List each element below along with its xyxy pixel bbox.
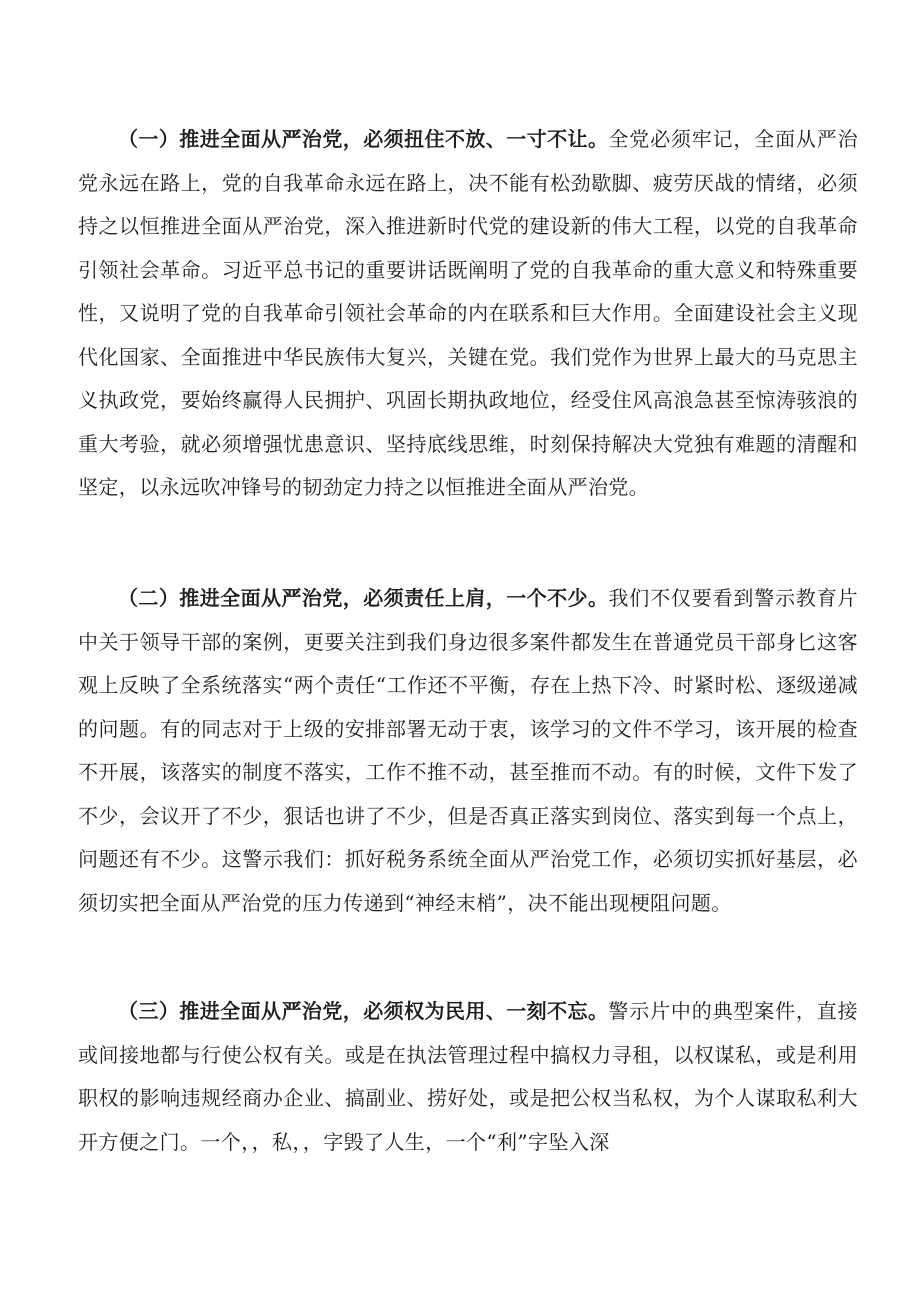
paragraph-one-heading: （一）推进全面从严治党，必须扭住不放、一寸不让。 (118, 127, 609, 151)
paragraph-one-body: 全党必须牢记，全面从严治党永远在路上，党的自我革命永远在路上，决不能有松劲歇脚、疲劳厌战的情绪，必须持之以恒推进全面从严治党，深入推进新时代党的建设新的伟大工程，以党的自我革命引领社会革命。习近平总书记的重要讲话既阐明了党的自我革命的重大意义和特殊重要性，又说明了党的自我革命引领社会革命的内在联系和巨大作用。全面建设社会主义现代化国家、全面推进中华民族伟大复兴，关键在党。我们党作为世界上最大的马克思主义执政党，要始终赢得人民拥护、巩固长期执政地位，经受住风高浪急甚至惊涛骇浪的重大考验，就必须增强忧患意识、坚持底线思维，时刻保持解决大党独有难题的清醒和坚定，以永远吹冲锋号的韧劲定力持之以恒推进全面从严治党。 (78, 127, 858, 499)
paragraph-one (78, 118, 858, 510)
paragraph-two (78, 577, 858, 925)
paragraph-three-body: 警示片中的典型案件，直接或间接地都与行使公权有关。或是在执法管理过程中搞权力寻租，以权谋私，或是利用职权的影响违规经商办企业、搞副业、捞好处，或是把公权当私权，为个人谋取私利大开方便之门。一个，，私，，字毁了人生，一个“利”字坠入深 (78, 999, 858, 1154)
paragraph-two-heading: （二）推进全面从严治党，必须责任上肩，一个不少。 (118, 586, 609, 610)
paragraph-three-heading: （三）推进全面从严治党，必须权为民用、一刻不忘。 (118, 999, 609, 1023)
paragraph-two-body: 我们不仅要看到警示教育片中关于领导干部的案例，更要关注到我们身边很多案件都发生在普通党员干部身匕这客观上反映了全系统落实“两个责任“工作还不平衡，存在上热下冷、时紧时松、逐级递减的问题。有的同志对于上级的安排部署无动于衷，该学习的文件不学习，该开展的检查不开展，该落实的制度不落实，工作不推不动，甚至推而不动。有的时候，文件下发了不少，会议开了不少，狠话也讲了不少，但是否真正落实到岗位、落实到每一个点上，问题还有不少。这警示我们：抓好税务系统全面从严治党工作，必须切实抓好基层，必须切实把全面从严治党的压力传递到“神经末梢”，决不能出现梗阻问题。 (78, 586, 858, 915)
paragraph-three (78, 990, 858, 1164)
